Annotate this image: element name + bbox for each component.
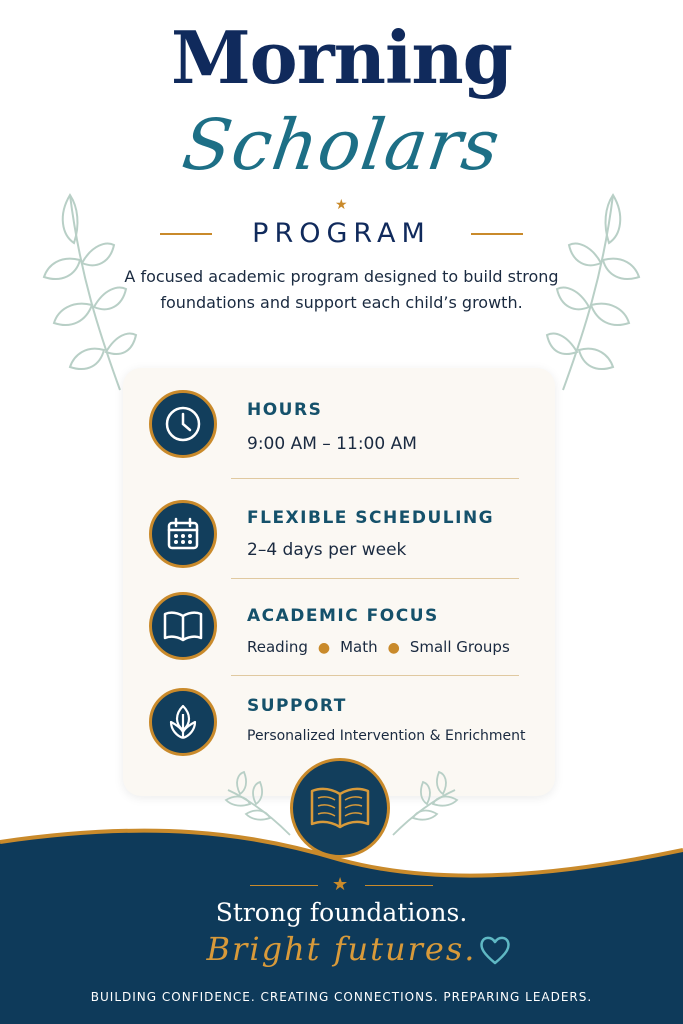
program-description: A focused academic program designed to build strong foundations and support each child’s growth. — [124, 267, 559, 312]
heart-icon — [478, 934, 512, 966]
item-detail: 9:00 AM – 11:00 AM — [247, 434, 417, 454]
leaf-icon — [149, 688, 217, 756]
list-item-scheduling — [123, 480, 555, 580]
list-item-academic-focus — [123, 580, 555, 680]
item-detail: Personalized Intervention & Enrichment — [247, 728, 526, 744]
list-item-hours — [123, 368, 555, 468]
center-book-badge-icon — [290, 758, 390, 858]
item-title: HOURS — [247, 400, 323, 420]
divider-line — [365, 885, 433, 886]
focus-reading: Reading — [247, 638, 308, 656]
star-icon: ★ — [332, 874, 349, 895]
tagline-bright-futures: Bright futures. — [206, 930, 477, 968]
title-scholars: Scholars — [177, 104, 506, 186]
program-label: PROGRAM — [252, 218, 431, 249]
title-morning: Morning — [170, 15, 513, 100]
item-title: ACADEMIC FOCUS — [247, 606, 439, 626]
footer-star-divider — [250, 876, 433, 896]
tagline-strong-foundations: Strong foundations. — [215, 898, 468, 927]
focus-math: Math — [340, 638, 378, 656]
footer-slogan: BUILDING CONFIDENCE. CREATING CONNECTIONS. PREPARING LEADERS. — [90, 990, 593, 1004]
bullet-dot-icon: ● — [387, 640, 400, 656]
divider-line — [231, 578, 519, 579]
focus-small-groups: Small Groups — [409, 638, 510, 656]
book-icon — [149, 592, 217, 660]
item-detail: 2–4 days per week — [247, 540, 407, 560]
calendar-icon — [149, 500, 217, 568]
item-title: FLEXIBLE SCHEDULING — [247, 508, 495, 528]
divider-line — [231, 478, 519, 479]
item-detail-list — [247, 638, 510, 656]
info-card — [123, 368, 555, 796]
star-icon: ★ — [335, 197, 348, 213]
divider-line — [250, 885, 318, 886]
clock-icon — [149, 390, 217, 458]
item-title: SUPPORT — [247, 696, 347, 716]
bullet-dot-icon: ● — [317, 640, 331, 656]
program-heading — [160, 216, 523, 252]
divider-line — [471, 233, 523, 235]
